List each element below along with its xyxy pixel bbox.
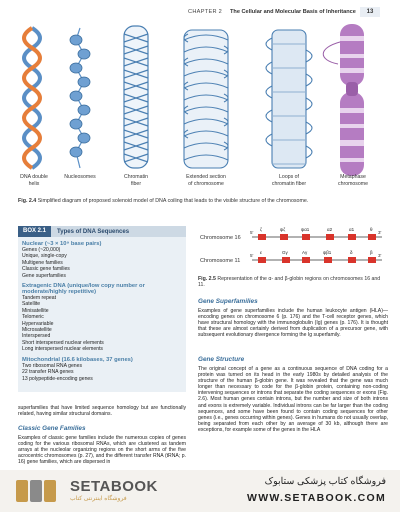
- list-item: Long interspersed nuclear elements: [22, 346, 103, 353]
- heading-classic-gene-families: Classic Gene Families: [18, 425, 86, 432]
- para-gene-superfamilies: Examples of gene superfamilies include the human leukocyte antigen (HLA)—encoding genes on chromosome 6 (p. 176) and the T-cell receptor genes, which have structural homology with the immunoglobulin (Ig) genes (p. 176). It is thought that these are almost certainly derived from duplication of a precursor gene, with subsequent evolutionary divergence forming the Ig superfamily.: [198, 308, 388, 339]
- box-section-extragenic: Extragenic DNA (unique/low copy number or moderate/highly repetitive): [22, 283, 145, 296]
- list-item: Genes (~20,000): [22, 247, 61, 253]
- figure-globin-regions: [198, 226, 388, 274]
- heading-gene-structure: Gene Structure: [198, 356, 245, 363]
- list-item: Microsatellite: [22, 327, 52, 334]
- figure-2-4-caption: [18, 198, 388, 204]
- list-item: Gene superfamilies: [22, 272, 66, 279]
- label-chromatin-loops: Loops of chromatin fiber: [271, 174, 307, 187]
- chapter-title: The Cellular and Molecular Basis of Inheritance: [230, 9, 356, 15]
- chr11-prime3: 3': [378, 253, 382, 258]
- dna-double-helix: [24, 28, 40, 168]
- chr16-label: Chromosome 16: [200, 235, 241, 241]
- list-item: 22 transfer RNA genes: [22, 369, 74, 376]
- chr11-label: Chromosome 11: [200, 258, 241, 264]
- metaphase-chromosome: [323, 24, 364, 176]
- para-gene-structure: The original concept of a gene as a continuous sequence of DNA coding for a protein was turned on its head in the early 1980s by detailed analysis of the structure of the human β-globin gene. It was revealed that the gene was much longer than necessary to code for the β-globin protein, containing non-coding intervening sequences or introns that separate the coding sequences or exons (Fig. 2.6). Most human genes contain introns, but the number and size of both introns and exons is extremely variable. Individual introns can be far larger than the coding sequences, and some have been found to contain coding sequences for other genes (i.e., genes occurring within genes). Genes in humans do not usually overlap, being separated from each other by an average of 30 kb, although there are exceptions, for example some of the genes in the HLA: [198, 366, 388, 433]
- chr11-gene: ε: [260, 250, 263, 255]
- nucleosomes: [70, 28, 90, 168]
- list-item: Interspersed: [22, 333, 51, 340]
- label-extended-section: Extended section of chromosome: [186, 174, 226, 187]
- chr16-gene: θ: [370, 227, 373, 232]
- globin-map: [198, 226, 388, 274]
- list-item: Multigene families: [22, 259, 63, 266]
- chr11-gene: Gγ: [282, 250, 288, 255]
- chr16-gene: ψα1: [301, 227, 310, 232]
- heading-gene-superfamilies: Gene Superfamilies: [198, 298, 258, 305]
- figure-dna-coiling: [18, 20, 388, 190]
- box-title: Types of DNA Sequences: [57, 228, 130, 235]
- page-number: 13: [360, 7, 380, 17]
- box-header: [18, 226, 186, 237]
- label-nucleosomes: Nucleosomes: [64, 174, 96, 180]
- chr16-gene: α1: [349, 227, 355, 232]
- chromatin-loops: [266, 30, 312, 168]
- figure-2-5-caption: [198, 276, 388, 289]
- list-item: Hypervariable: [22, 320, 54, 327]
- label-dna-helix: DNA double helix: [20, 174, 48, 187]
- box-section-mitochondrial: Mitochondrial (16.6 kilobases, 37 genes): [22, 356, 133, 363]
- para-superfamilies-end: superfamilies that have limited sequence homology but are functionally related, having similar structural domains.: [18, 405, 186, 418]
- chromatin-fiber: [124, 26, 148, 168]
- list-item: Unique, single-copy: [22, 253, 67, 260]
- chapter-label: CHAPTER 2: [188, 9, 223, 15]
- list-item: Short interspersed nuclear elements: [22, 339, 104, 346]
- dna-coiling-illustration: [18, 20, 388, 190]
- list-item: Telomeric: [22, 314, 44, 321]
- extended-chromosome-section: [184, 30, 228, 168]
- label-chromatin-fiber: Chromatin fiber: [124, 174, 148, 187]
- list-item: Classic gene families: [22, 266, 70, 273]
- caption-number: Fig. 2.4: [18, 198, 37, 204]
- list-item: Tandem repeat: [22, 295, 56, 302]
- label-metaphase: Metaphase chromosome: [338, 174, 368, 187]
- list-item: 13 polypeptide-encoding genes: [22, 375, 93, 382]
- chr11-prime5: 5': [250, 253, 254, 258]
- para-classic-gene-families: Examples of classic gene families include the numerous copies of genes coding for the various ribosomal RNAs, which are clustered as tandem arrays at the nucleolar organizing regions on the short arms of the five acrocentric chromosomes (p. 27), and the different transfer RNA (tRNA; p. 16) gene families, which are dispersed in: [18, 435, 186, 466]
- box-dna-sequence-types: [18, 226, 186, 392]
- chr16-gene: α2: [327, 227, 333, 232]
- list-item: Two ribosomal RNA genes: [22, 362, 83, 369]
- logo-subtitle: فروشگاه اینترنتی کتاب: [70, 496, 127, 502]
- chr16-prime5: 5': [250, 230, 254, 235]
- chr11-gene: δ: [350, 250, 353, 255]
- chr16-prime3: 3': [378, 230, 382, 235]
- website-link[interactable]: WWW.SETABOOK.COM: [246, 492, 386, 504]
- chr11-gene: β: [370, 250, 373, 255]
- box-section-nuclear: Nuclear (~3 × 10⁹ base pairs): [22, 241, 102, 247]
- watermark-banner: [0, 470, 400, 512]
- chr16-gene: ζ: [260, 227, 262, 232]
- caption-number: Fig. 2.5: [198, 276, 216, 282]
- box-tag: BOX 2.1: [18, 226, 51, 237]
- list-item: Satellite: [22, 301, 41, 308]
- chr11-gene: Aγ: [302, 250, 308, 255]
- list-item: Minisatellite: [22, 307, 49, 314]
- chr16-gene: ψζ: [280, 227, 286, 232]
- logo-text: SETABOOK: [70, 478, 158, 495]
- caption-text: Representation of the α- and β-globin regions on chromosomes 16 and 11.: [198, 276, 381, 289]
- setabook-logo: [14, 476, 158, 506]
- shop-name: فروشگاه کتاب پزشکی ستابوک: [264, 476, 386, 487]
- book-icon: [14, 476, 64, 506]
- chr11-gene: ψβ1: [323, 250, 332, 255]
- caption-text: Simplified diagram of proposed solenoid model of DNA coiling that leads to the visible structure of the chromosome.: [37, 198, 309, 204]
